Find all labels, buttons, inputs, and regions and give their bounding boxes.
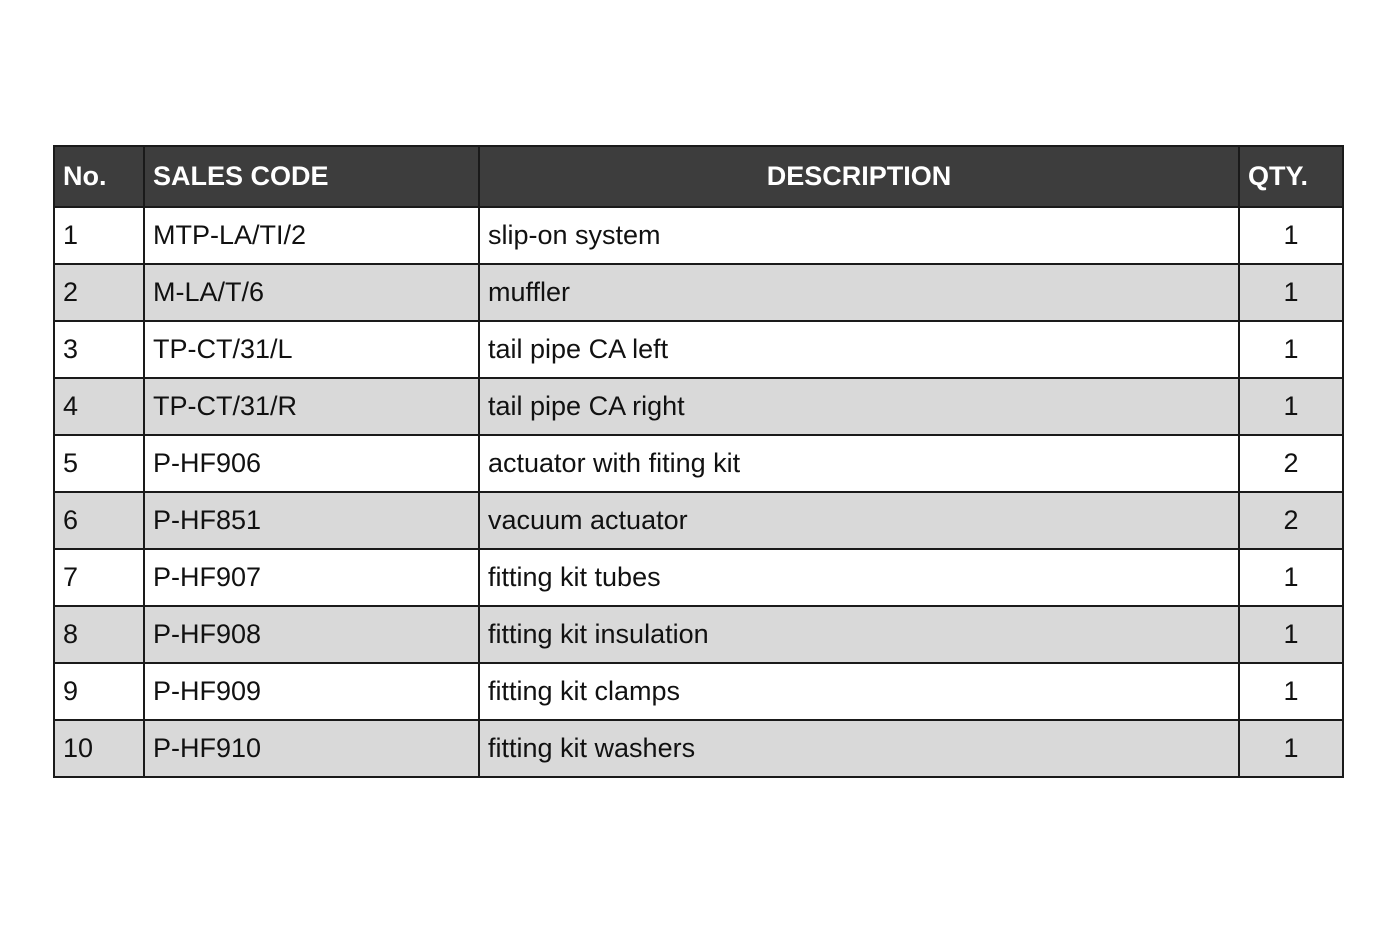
table-body — [54, 207, 1343, 777]
table-row — [54, 378, 1343, 435]
cell-qty: 1 — [1239, 378, 1343, 435]
cell-qty: 1 — [1239, 264, 1343, 321]
header-no: No. — [54, 146, 144, 207]
table-row — [54, 207, 1343, 264]
cell-description: fitting kit insulation — [479, 606, 1239, 663]
cell-description: fitting kit tubes — [479, 549, 1239, 606]
cell-sales-code: P-HF910 — [144, 720, 479, 777]
cell-sales-code: P-HF906 — [144, 435, 479, 492]
table-row — [54, 435, 1343, 492]
cell-no: 8 — [54, 606, 144, 663]
cell-no: 10 — [54, 720, 144, 777]
cell-no: 6 — [54, 492, 144, 549]
cell-sales-code: M-LA/T/6 — [144, 264, 479, 321]
cell-description: slip-on system — [479, 207, 1239, 264]
cell-sales-code: TP-CT/31/L — [144, 321, 479, 378]
cell-qty: 1 — [1239, 720, 1343, 777]
table-row — [54, 606, 1343, 663]
cell-qty: 1 — [1239, 321, 1343, 378]
cell-description: fitting kit washers — [479, 720, 1239, 777]
cell-qty: 2 — [1239, 435, 1343, 492]
cell-sales-code: P-HF851 — [144, 492, 479, 549]
parts-table — [53, 145, 1344, 778]
header-sales-code: SALES CODE — [144, 146, 479, 207]
table-row — [54, 492, 1343, 549]
cell-no: 2 — [54, 264, 144, 321]
table-row — [54, 549, 1343, 606]
cell-description: actuator with fiting kit — [479, 435, 1239, 492]
cell-sales-code: P-HF907 — [144, 549, 479, 606]
header-row — [54, 146, 1343, 207]
cell-no: 9 — [54, 663, 144, 720]
cell-qty: 1 — [1239, 606, 1343, 663]
cell-qty: 2 — [1239, 492, 1343, 549]
table-header — [54, 146, 1343, 207]
header-description: DESCRIPTION — [479, 146, 1239, 207]
cell-sales-code: P-HF909 — [144, 663, 479, 720]
cell-description: muffler — [479, 264, 1239, 321]
header-qty: QTY. — [1239, 146, 1343, 207]
cell-no: 3 — [54, 321, 144, 378]
cell-no: 7 — [54, 549, 144, 606]
table-row — [54, 264, 1343, 321]
cell-description: vacuum actuator — [479, 492, 1239, 549]
cell-qty: 1 — [1239, 663, 1343, 720]
cell-qty: 1 — [1239, 549, 1343, 606]
cell-sales-code: TP-CT/31/R — [144, 378, 479, 435]
cell-sales-code: MTP-LA/TI/2 — [144, 207, 479, 264]
table-row — [54, 663, 1343, 720]
cell-no: 1 — [54, 207, 144, 264]
cell-description: tail pipe CA right — [479, 378, 1239, 435]
table-row — [54, 720, 1343, 777]
cell-qty: 1 — [1239, 207, 1343, 264]
cell-sales-code: P-HF908 — [144, 606, 479, 663]
cell-no: 5 — [54, 435, 144, 492]
cell-description: fitting kit clamps — [479, 663, 1239, 720]
cell-no: 4 — [54, 378, 144, 435]
cell-description: tail pipe CA left — [479, 321, 1239, 378]
table-row — [54, 321, 1343, 378]
